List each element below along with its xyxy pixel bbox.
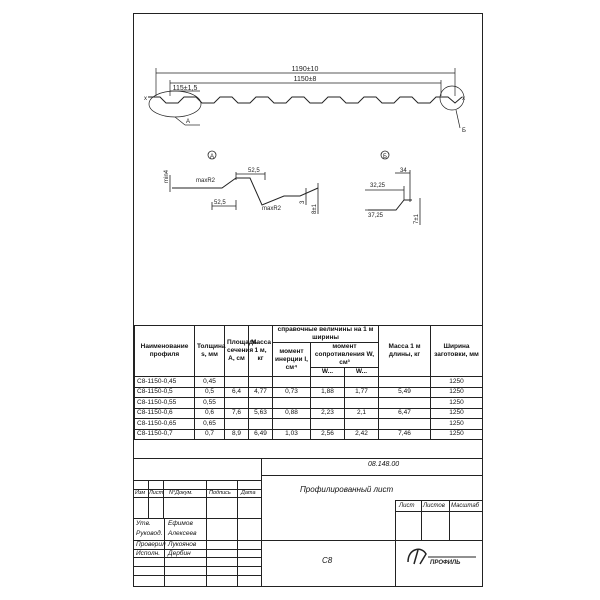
detail-b-d3225: 32,25	[370, 183, 386, 189]
head-listov: Листов	[423, 503, 445, 509]
head-masshtab: Масштаб	[451, 503, 480, 509]
spec-table	[134, 325, 483, 440]
col-izm: Изм	[135, 490, 146, 496]
role-utv: Утв.	[136, 520, 151, 527]
role-rukovod: Руковод.	[136, 530, 163, 537]
dim-pitch-text: 115±1,5	[172, 85, 198, 92]
col-thickness: Толщина s, мм	[195, 326, 225, 377]
detail-b-d3725: 37,25	[368, 213, 384, 219]
detail-b-h7: 7±1	[414, 214, 420, 224]
detail-a-height: 8±1	[312, 204, 318, 214]
detail-a-label: A	[210, 154, 215, 160]
col-mass: Масса 1 м, кг	[249, 326, 273, 377]
product-code: С8	[322, 556, 333, 565]
detail-a-top-dim: 52,5	[248, 168, 260, 174]
col-area: Площадь сечения A, см	[225, 326, 249, 377]
detail-b-d34: 34	[400, 168, 407, 174]
head-list: Лист	[399, 503, 415, 509]
detail-a-min4: min4	[164, 169, 170, 183]
name-proveril: Лукоянов	[168, 541, 197, 548]
table-row: С8-1150-0,65 0,65 1250	[135, 419, 483, 430]
col-width: Ширина заготовки, мм	[431, 326, 483, 377]
col-data: Дата	[241, 490, 256, 496]
detail-a-radius-1: maxR2	[196, 178, 216, 184]
col-ndok: N°Докум.	[169, 490, 193, 496]
dim-overall-text: 1190±10	[291, 66, 319, 73]
table-row: С8-1150-0,7 0,7 8,9 6,49 1,03 2,56 2,42 7,46 1250	[135, 429, 483, 440]
detail-a-dim3: 3	[300, 200, 306, 204]
detail-a-bottom-dim: 52,5	[214, 200, 226, 206]
role-ispoln: Исполн.	[136, 550, 160, 557]
name-ispoln: Дербин	[168, 550, 191, 557]
callout-a-oval	[149, 91, 201, 117]
col-mass-len: Масса 1 м длины, кг	[379, 326, 431, 377]
svg-text:x: x	[462, 96, 465, 102]
role-proveril: Проверил	[136, 541, 166, 548]
table-row: С8-1150-0,45 0,45 1250	[135, 377, 483, 388]
svg-text:ПРОФИЛЬ: ПРОФИЛЬ	[430, 560, 461, 566]
callout-a-label: A	[186, 119, 191, 125]
company-logo	[400, 540, 480, 570]
name-utv: Ефимов	[168, 520, 193, 527]
table-row: С8-1150-0,6 0,6 7,6 5,63 0,88 2,23 2,1 6,47 1250	[135, 408, 483, 419]
col-w1: W...	[311, 368, 345, 377]
detail-a	[170, 151, 318, 214]
table-row: С8-1150-0,55 0,55 1250	[135, 398, 483, 409]
col-ref: справочные величины на 1 м ширины	[273, 326, 379, 343]
dim-working-text: 1150±8	[293, 76, 317, 83]
doc-name: Профилированный лист	[300, 485, 394, 494]
col-inertia: момент инерции I, см⁴	[273, 343, 311, 377]
col-list: Лист	[149, 490, 164, 496]
profile-line	[148, 97, 462, 103]
doc-code: 08.148.00	[368, 461, 400, 468]
detail-b-label: Б	[383, 154, 387, 160]
name-rukovod: Алексеев	[168, 530, 197, 537]
detail-a-radius-2: maxR2	[262, 206, 282, 212]
callout-b-label: Б	[462, 128, 466, 134]
col-podp: Подпись	[209, 490, 231, 496]
svg-text:x: x	[144, 96, 147, 102]
col-w2: W...	[345, 368, 379, 377]
col-name: Наименование профиля	[135, 326, 195, 377]
table-row: С8-1150-0,5 0,5 6,4 4,77 0,73 1,88 1,77 5,49 1250	[135, 387, 483, 398]
col-resistance: момент сопротивления W, см³	[311, 343, 379, 368]
